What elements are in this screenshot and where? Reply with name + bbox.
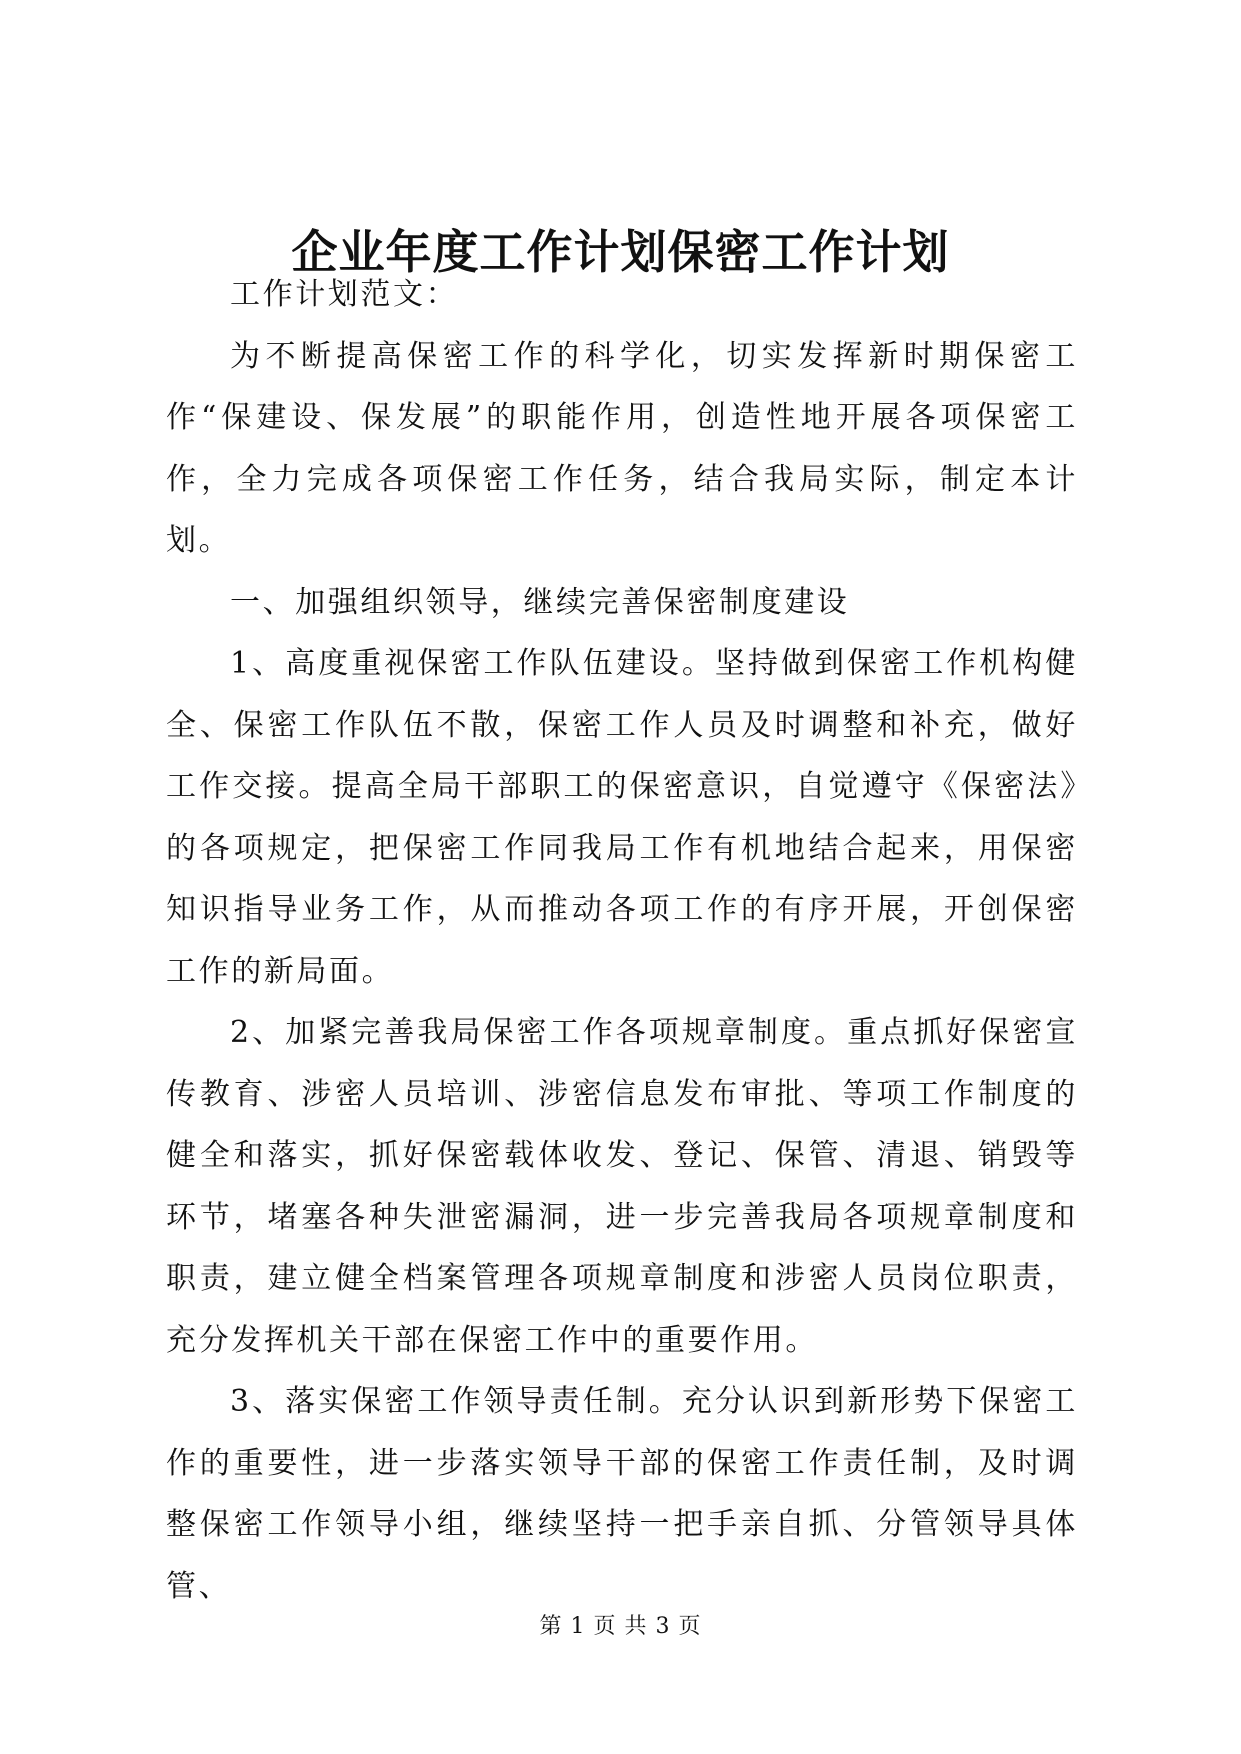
paragraph-preface: 为不断提高保密工作的科学化，切实发挥新时期保密工作“保建设、保发展”的职能作用，创造性地开展各项保密工作，全力完成各项保密工作任务，结合我局实际，制定本计划。 xyxy=(166,338,1078,558)
page-footer: 第 1 页 共 3 页 xyxy=(539,1614,702,1639)
document-body xyxy=(166,264,1078,1617)
section-heading-1: 一、加强组织领导，继续完善保密制度建设 xyxy=(230,584,850,620)
paragraph-item-3: 3、落实保密工作领导责任制。充分认识到新形势下保密工作的重要性，进一步落实领导干部的保密工作责任制，及时调整保密工作领导小组，继续坚持一把手亲自抓、分管领导具体管、 xyxy=(166,1384,1078,1604)
paragraph-item-1: 1、高度重视保密工作队伍建设。坚持做到保密工作机构健全、保密工作队伍不散，保密工作人员及时调整和补充，做好工作交接。提高全局干部职工的保密意识，自觉遵守《保密法》的各项规定，把保密工作同我局工作有机地结合起来，用保密知识指导业务工作，从而推动各项工作的有序开展，开创保密工作的新局面。 xyxy=(166,646,1078,989)
paragraph-item-2: 2、加紧完善我局保密工作各项规章制度。重点抓好保密宣传教育、涉密人员培训、涉密信息发布审批、等项工作制度的健全和落实，抓好保密载体收发、登记、保管、清退、销毁等环节，堵塞各种失泄密漏洞，进一步完善我局各项规章制度和职责，建立健全档案管理各项规章制度和涉密人员岗位职责，充分发挥机关干部在保密工作中的重要作用。 xyxy=(166,1015,1078,1358)
paragraph-intro-label: 工作计划范文： xyxy=(230,277,459,312)
document-title: 企业年度工作计划保密工作计划 xyxy=(291,225,950,279)
